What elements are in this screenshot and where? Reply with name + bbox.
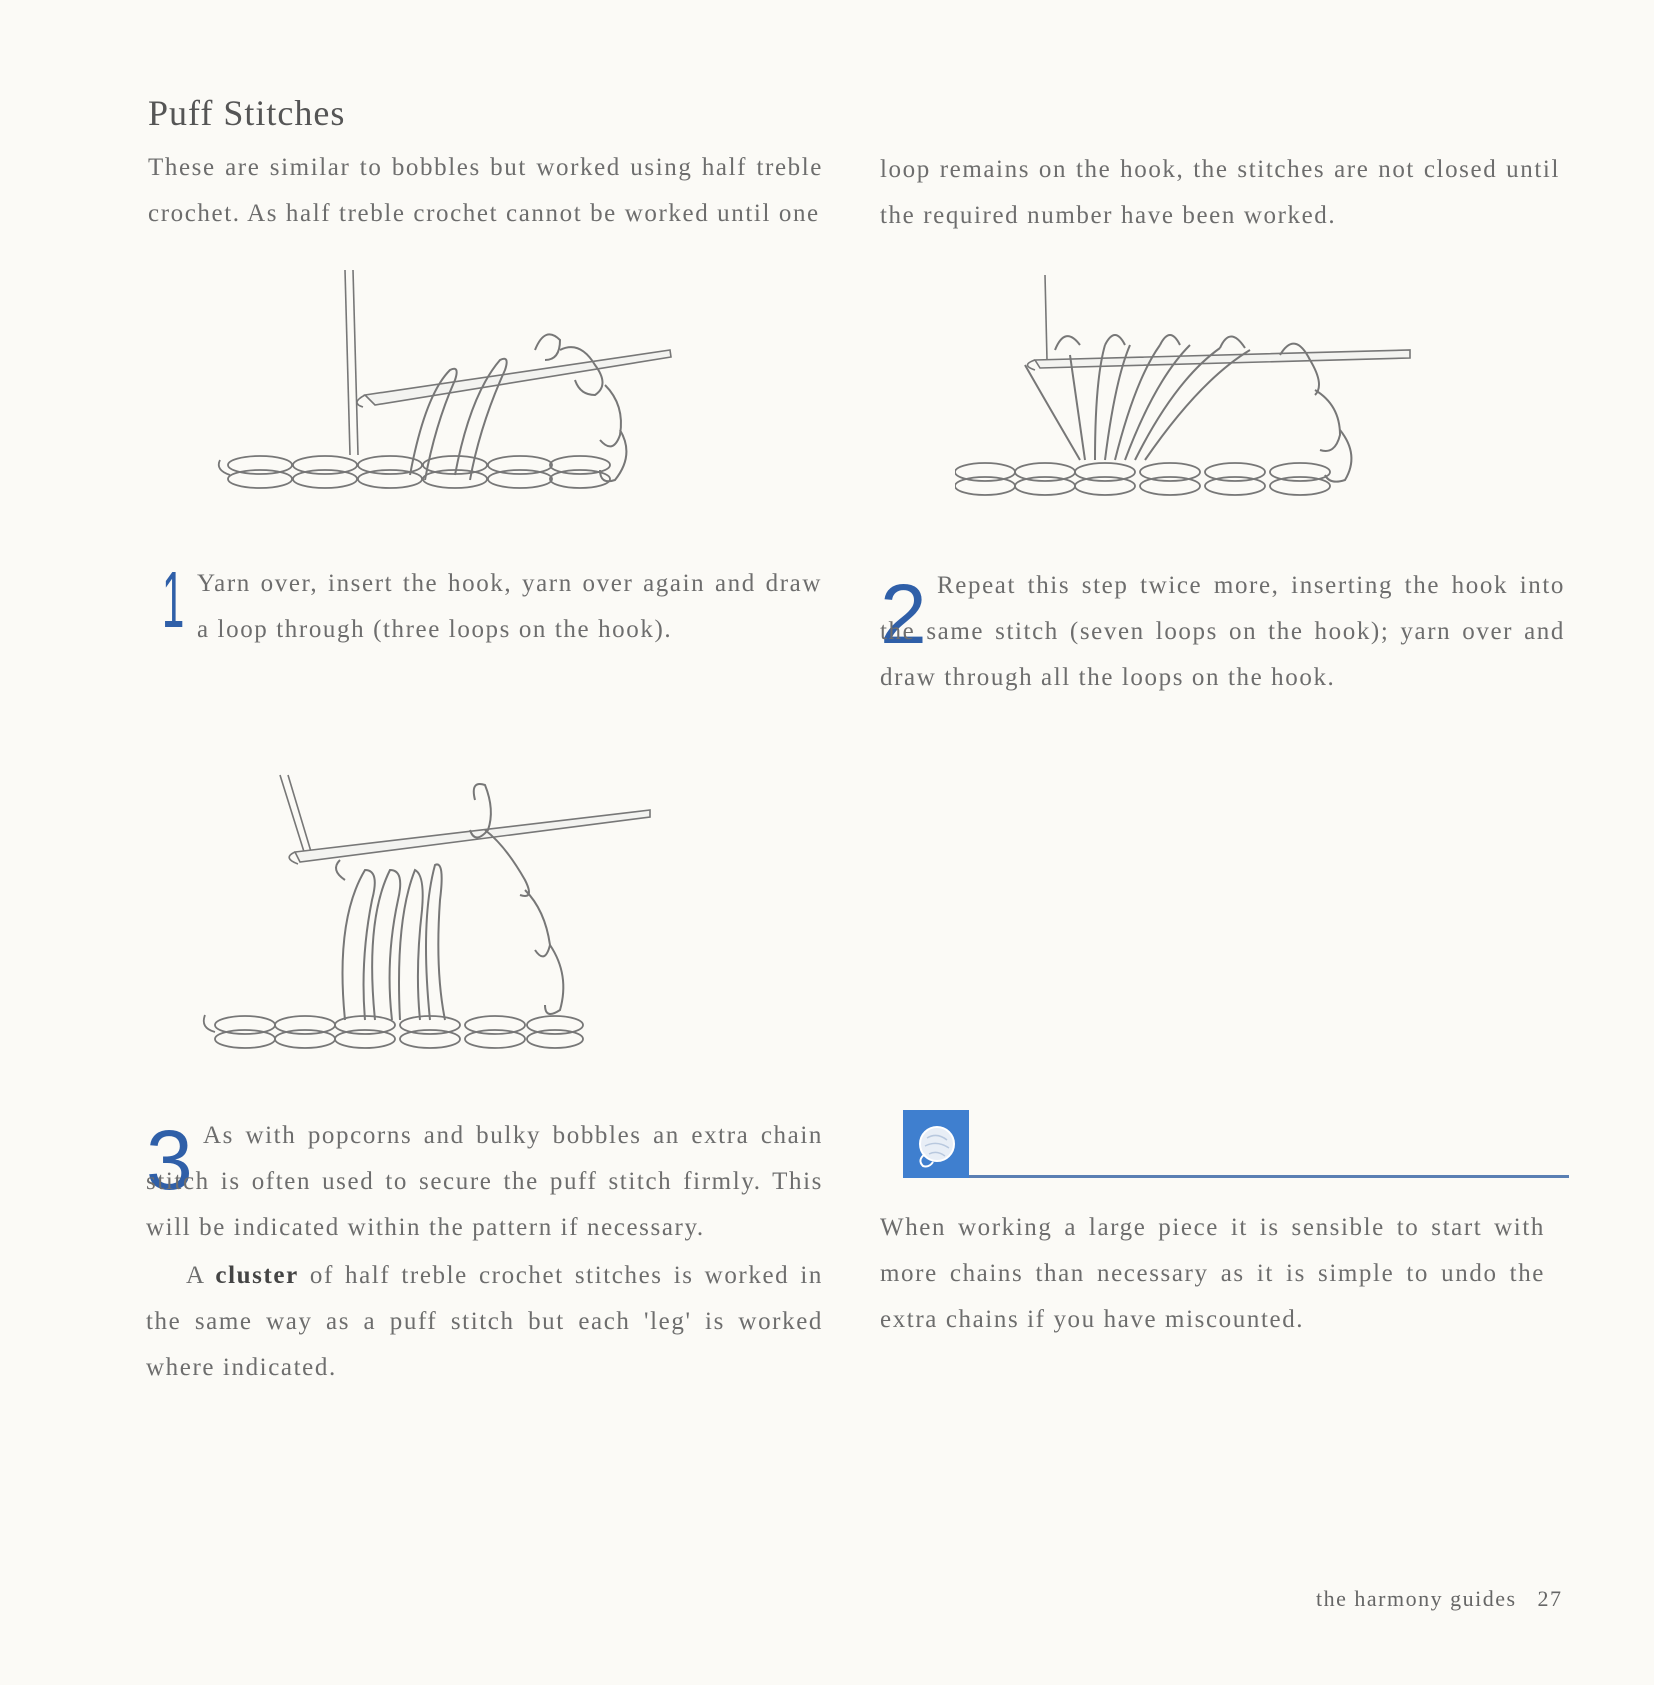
intro-text-right: loop remains on the hook, the stitches are not closed until the required number have been worked.	[880, 156, 1560, 229]
tip-box	[903, 1110, 969, 1178]
tip-divider	[969, 1175, 1569, 1178]
cluster-note-prefix: A	[186, 1262, 216, 1289]
step-1-text: Yarn over, insert the hook, yarn over again and draw a loop through (three loops on the hook).	[197, 570, 822, 643]
page-title: Puff Stitches	[148, 93, 346, 133]
step-3-number: 3	[146, 1113, 193, 1207]
step-2-number: 2	[880, 567, 927, 661]
page-footer	[1316, 1586, 1563, 1612]
cluster-note-suffix: of half treble crochet stitches is worked in the same way as a puff stitch but each 'leg' is worked where indicated.	[146, 1262, 823, 1381]
yarn-ball-icon	[903, 1110, 969, 1178]
step-3-text: As with popcorns and bulky bobbles an extra chain stitch is often used to secure the puff stitch firmly. This will be indicated within the pattern if necessary.	[146, 1122, 823, 1241]
step-3-illustration	[200, 770, 660, 1070]
step-2-illustration	[955, 270, 1425, 520]
series-name: the harmony guides	[1316, 1586, 1517, 1611]
cluster-note	[146, 1253, 823, 1391]
intro-text-left: These are similar to bobbles but worked using half treble crochet. As half treble crochet cannot be worked until one	[148, 154, 823, 227]
step-1-illustration	[215, 265, 680, 515]
page-number: 27	[1537, 1586, 1563, 1611]
step-2-text: Repeat this step twice more, inserting the hook into the same stitch (seven loops on the hook); yarn over and draw through all the loops on the hook.	[880, 572, 1565, 691]
step-1-number: 1	[162, 555, 185, 644]
cluster-term: cluster	[215, 1262, 299, 1289]
tip-text: When working a large piece it is sensible to start with more chains than necessary as it is simple to undo the extra chains if you have miscounted.	[880, 1214, 1545, 1333]
